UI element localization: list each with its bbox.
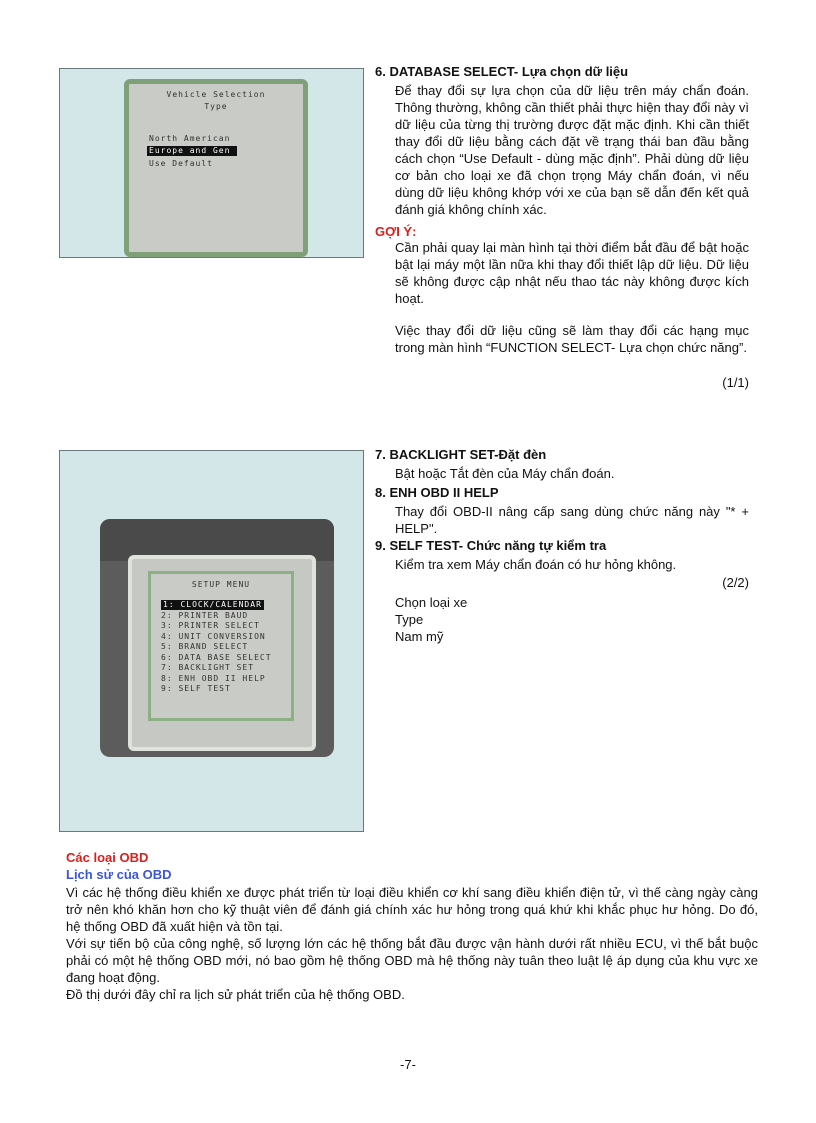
section-6-heading: 6. DATABASE SELECT- Lựa chọn dữ liệu [375,64,629,79]
screen-title: Vehicle Selection [166,90,266,99]
obd-paragraph-2: Với sự tiến bộ của công nghệ, số lượng lớn các hệ thống bắt đầu được vận hành dưới rất nhiều ECU, vì thế bắt buộc phải có một hệ thống OBD mới, nó bao gồm hệ thống OBD mà hệ thống này tuân theo luật lệ áp dụng của khu vực xe đang hoạt động. [66,936,758,985]
option-europe-and-gen: Europe and Gen [147,146,237,156]
hint-paragraph-1: Cần phải quay lại màn hình tại thời điểm bắt đầu để bật hoặc bật lại máy một lần nữa khi thay đổi thiết lập dữ liệu. Dữ liệu sẽ không được cập nhật nếu thao tác này không được kích hoạt. [395,240,749,306]
section-9-body: Kiểm tra xem Máy chẩn đoán có hư hỏng không. [395,557,677,572]
hint-paragraph-2: Việc thay đổi dữ liệu cũng sẽ làm thay đổi các hạng mục trong màn hình “FUNCTION SELECT- Lựa chọn chức năng”. [395,323,749,355]
section-8-body: Thay đổi OBD-II nâng cấp sang dùng chức năng này "* + HELP". [395,504,749,536]
setup-menu-item: 3: PRINTER SELECT [161,621,260,630]
section-9-heading: 9. SELF TEST- Chức năng tự kiểm tra [375,538,607,553]
extra-line-1: Chọn loại xe [395,595,468,610]
scanner-bezel [128,555,316,751]
section-6-body: Để thay đổi sự lựa chọn của dữ liệu trên máy chẩn đoán. Thông thường, không cần thiết phải thực hiện thay đổi này vì dữ liệu của từng thị trường được đặt mặc định. Khi cần thiết thay đổi dữ liệu bằng cách đặt về trạng thái ban đầu bằng cách chọn “Use Default - dùng mặc định”. Phải dùng dữ liệu cơ bản cho loại xe đã chọn trọng Máy chẩn đoán, vì nếu dùng dữ liệu không khớp với xe của bạn sẽ dẫn đến kết quả đánh giá không chính xác. [395,83,749,217]
obd-paragraph-1: Vì các hệ thống điều khiển xe được phát triển từ loại điều khiển cơ khí sang điều khiển điện tử, vì thế càng ngày càng trở nên khó khăn hơn cho kỹ thuật viên để đánh giá chính xác hư hỏng trong quá khứ khi khắc phục hư hỏng. Do đó, hệ thống OBD đã xuất hiện và tồn tại. [66,885,758,934]
section-7-heading: 7. BACKLIGHT SET-Đặt đèn [375,447,547,462]
option-north-american: North American [149,134,231,143]
section-8-heading: 8. ENH OBD II HELP [375,485,499,500]
setup-menu-item: 7: BACKLIGHT SET [161,663,255,672]
setup-menu-item: 9: SELF TEST [161,684,231,693]
scanner-device-body [100,519,334,757]
option-use-default: Use Default [149,159,213,168]
scanner-screen [148,571,294,721]
setup-menu-item: 6: DATA BASE SELECT [161,652,272,662]
setup-menu-item: 2: PRINTER BAUD [161,610,249,620]
setup-menu-item: 8: ENH OBD II HELP [161,673,266,683]
setup-menu-title: SETUP MENU [191,580,251,589]
page-marker-2: (2/2) [722,575,749,590]
obd-paragraph-3: Đồ thị dưới đây chỉ ra lịch sử phát triển của hệ thống OBD. [66,987,405,1002]
obd-history-heading: Lịch sử của OBD [66,867,172,882]
extra-line-2: Type [395,612,424,627]
hint-label: GỢI Ý: [375,224,417,239]
screen-subtitle: Type [204,102,228,111]
setup-menu-item: 4: UNIT CONVERSION [161,631,266,641]
vehicle-selection-screenshot [59,68,364,258]
section-7-body: Bật hoặc Tắt đèn của Máy chẩn đoán. [395,466,615,481]
obd-types-heading: Các loại OBD [66,850,149,865]
scanner-screen-frame [124,79,308,257]
setup-menu-item: 5: BRAND SELECT [161,642,249,651]
page-number: -7- [400,1057,416,1072]
extra-line-3: Nam mỹ [395,629,444,644]
page-marker-1: (1/1) [722,375,749,390]
setup-menu-item: 1: CLOCK/CALENDAR [163,600,262,609]
setup-menu-screenshot [59,450,364,832]
